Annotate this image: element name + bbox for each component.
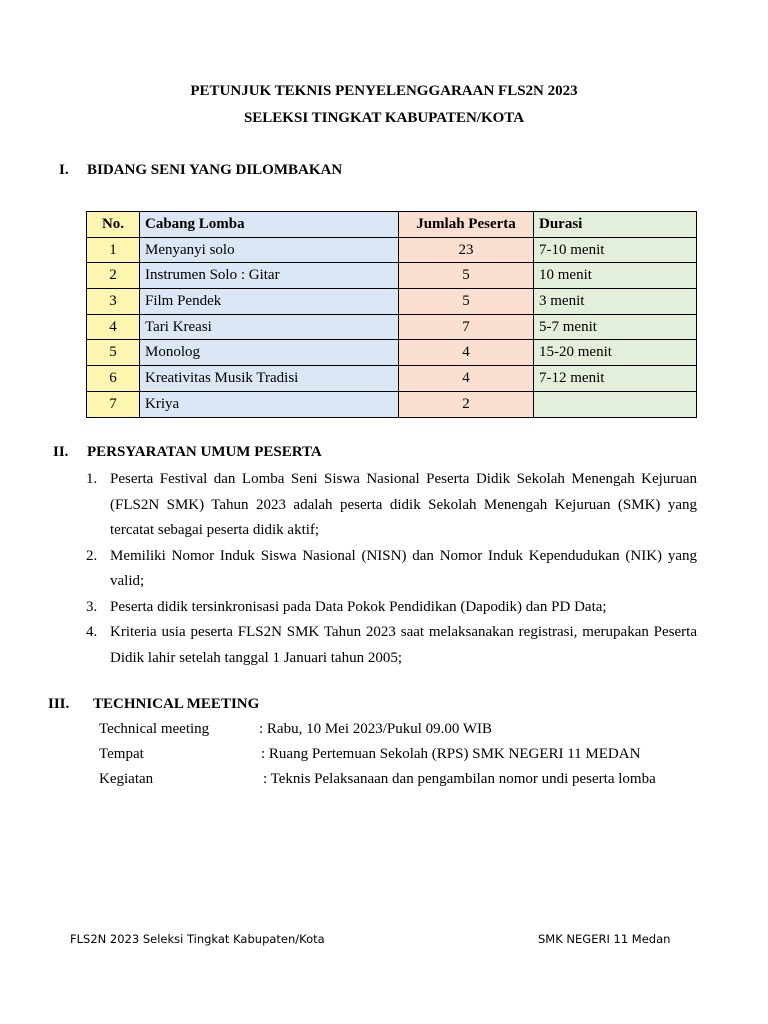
cell-cabang: Film Pendek xyxy=(140,289,399,315)
column-header-jumlah: Jumlah Peserta xyxy=(399,212,534,238)
section-3-title: TECHNICAL MEETING xyxy=(93,696,260,712)
cell-no: 4 xyxy=(87,314,140,340)
cell-durasi: 15-20 menit xyxy=(534,340,697,366)
document-title: PETUNJUK TEKNIS PENYELENGGARAAN FLS2N 2023 xyxy=(190,83,578,99)
list-item xyxy=(86,544,697,595)
meeting-value: : Rabu, 10 Mei 2023/Pukul 09.00 WIB xyxy=(259,721,493,737)
cell-no: 6 xyxy=(87,366,140,392)
list-item-number: 3. xyxy=(86,598,98,615)
cell-jumlah: 2 xyxy=(399,391,534,417)
table-row xyxy=(87,366,697,392)
cell-durasi: 7-10 menit xyxy=(534,237,697,263)
footer-left: FLS2N 2023 Seleksi Tingkat Kabupaten/Kota xyxy=(70,932,325,946)
column-header-no: No. xyxy=(87,212,140,238)
meeting-row-place xyxy=(99,746,641,763)
table-row xyxy=(87,263,697,289)
cell-no: 1 xyxy=(87,237,140,263)
list-item-text: Peserta didik tersinkronisasi pada Data Pokok Pendidikan (Dapodik) dan PD Data; xyxy=(110,598,607,615)
document-subtitle: SELEKSI TINGKAT KABUPATEN/KOTA xyxy=(243,110,525,126)
column-header-durasi: Durasi xyxy=(534,212,697,238)
footer-right: SMK NEGERI 11 Medan xyxy=(538,932,671,946)
section-1-title: BIDANG SENI YANG DILOMBAKAN xyxy=(87,162,343,178)
cell-durasi xyxy=(534,391,697,417)
list-item-text: Peserta Festival dan Lomba Seni Siswa Nasional Peserta Didik Sekolah Menengah Kejuruan (FLS2N SMK) Tahun 2023 adalah peserta didik Sekolah Menengah Kejuruan (SMK) yang tercatat sebagai peserta didik aktif; xyxy=(110,471,697,538)
meeting-value: : Ruang Pertemuan Sekolah (RPS) SMK NEGERI 11 MEDAN xyxy=(261,746,641,762)
column-header-cabang: Cabang Lomba xyxy=(140,212,399,238)
section-2-number: II. xyxy=(53,444,69,460)
meeting-label: Tempat xyxy=(99,746,144,762)
cell-jumlah: 5 xyxy=(399,289,534,315)
list-item-number: 4. xyxy=(86,624,98,640)
cell-cabang: Kreativitas Musik Tradisi xyxy=(140,366,399,392)
table-row xyxy=(87,314,697,340)
cell-jumlah: 23 xyxy=(399,237,534,263)
table-row xyxy=(87,340,697,366)
cell-durasi: 10 menit xyxy=(534,263,697,289)
table-row xyxy=(87,237,697,263)
meeting-value: : Teknis Pelaksanaan dan pengambilan nomor undi peserta lomba xyxy=(263,771,656,787)
cell-durasi: 5-7 menit xyxy=(534,314,697,340)
list-item-number: 2. xyxy=(86,547,98,564)
list-item-number: 1. xyxy=(86,471,98,487)
cell-cabang: Tari Kreasi xyxy=(140,314,399,340)
list-item xyxy=(86,595,697,621)
cell-no: 7 xyxy=(87,391,140,417)
table-row xyxy=(87,391,697,417)
cell-jumlah: 5 xyxy=(399,263,534,289)
section-3-number: III. xyxy=(48,696,70,712)
table-row xyxy=(87,289,697,315)
cell-jumlah: 7 xyxy=(399,314,534,340)
cell-cabang: Kriya xyxy=(140,391,399,417)
meeting-label: Kegiatan xyxy=(99,771,154,787)
cell-no: 2 xyxy=(87,263,140,289)
section-1-number: I. xyxy=(59,162,69,178)
meeting-row-schedule xyxy=(99,721,493,738)
section-2-title: PERSYARATAN UMUM PESERTA xyxy=(87,444,322,460)
cell-jumlah: 4 xyxy=(399,366,534,392)
table-header-row xyxy=(87,212,697,238)
cell-cabang: Menyanyi solo xyxy=(140,237,399,263)
list-item xyxy=(86,467,697,544)
list-item xyxy=(86,620,697,671)
cell-durasi: 3 menit xyxy=(534,289,697,315)
cell-durasi: 7-12 menit xyxy=(534,366,697,392)
list-item-text: Kriteria usia peserta FLS2N SMK Tahun 2023 saat melaksanakan registrasi, merupakan Peserta Didik lahir setelah tanggal 1 Januari tahun 2005; xyxy=(110,624,697,666)
competition-table xyxy=(86,211,697,418)
meeting-label: Technical meeting xyxy=(99,721,210,737)
cell-cabang: Monolog xyxy=(140,340,399,366)
list-item-text: Memiliki Nomor Induk Siswa Nasional (NISN) dan Nomor Induk Kependudukan (NIK) yang valid; xyxy=(110,547,697,589)
cell-cabang: Instrumen Solo : Gitar xyxy=(140,263,399,289)
cell-no: 5 xyxy=(87,340,140,366)
requirements-list xyxy=(86,467,697,671)
meeting-row-activity xyxy=(99,771,656,788)
cell-no: 3 xyxy=(87,289,140,315)
cell-jumlah: 4 xyxy=(399,340,534,366)
